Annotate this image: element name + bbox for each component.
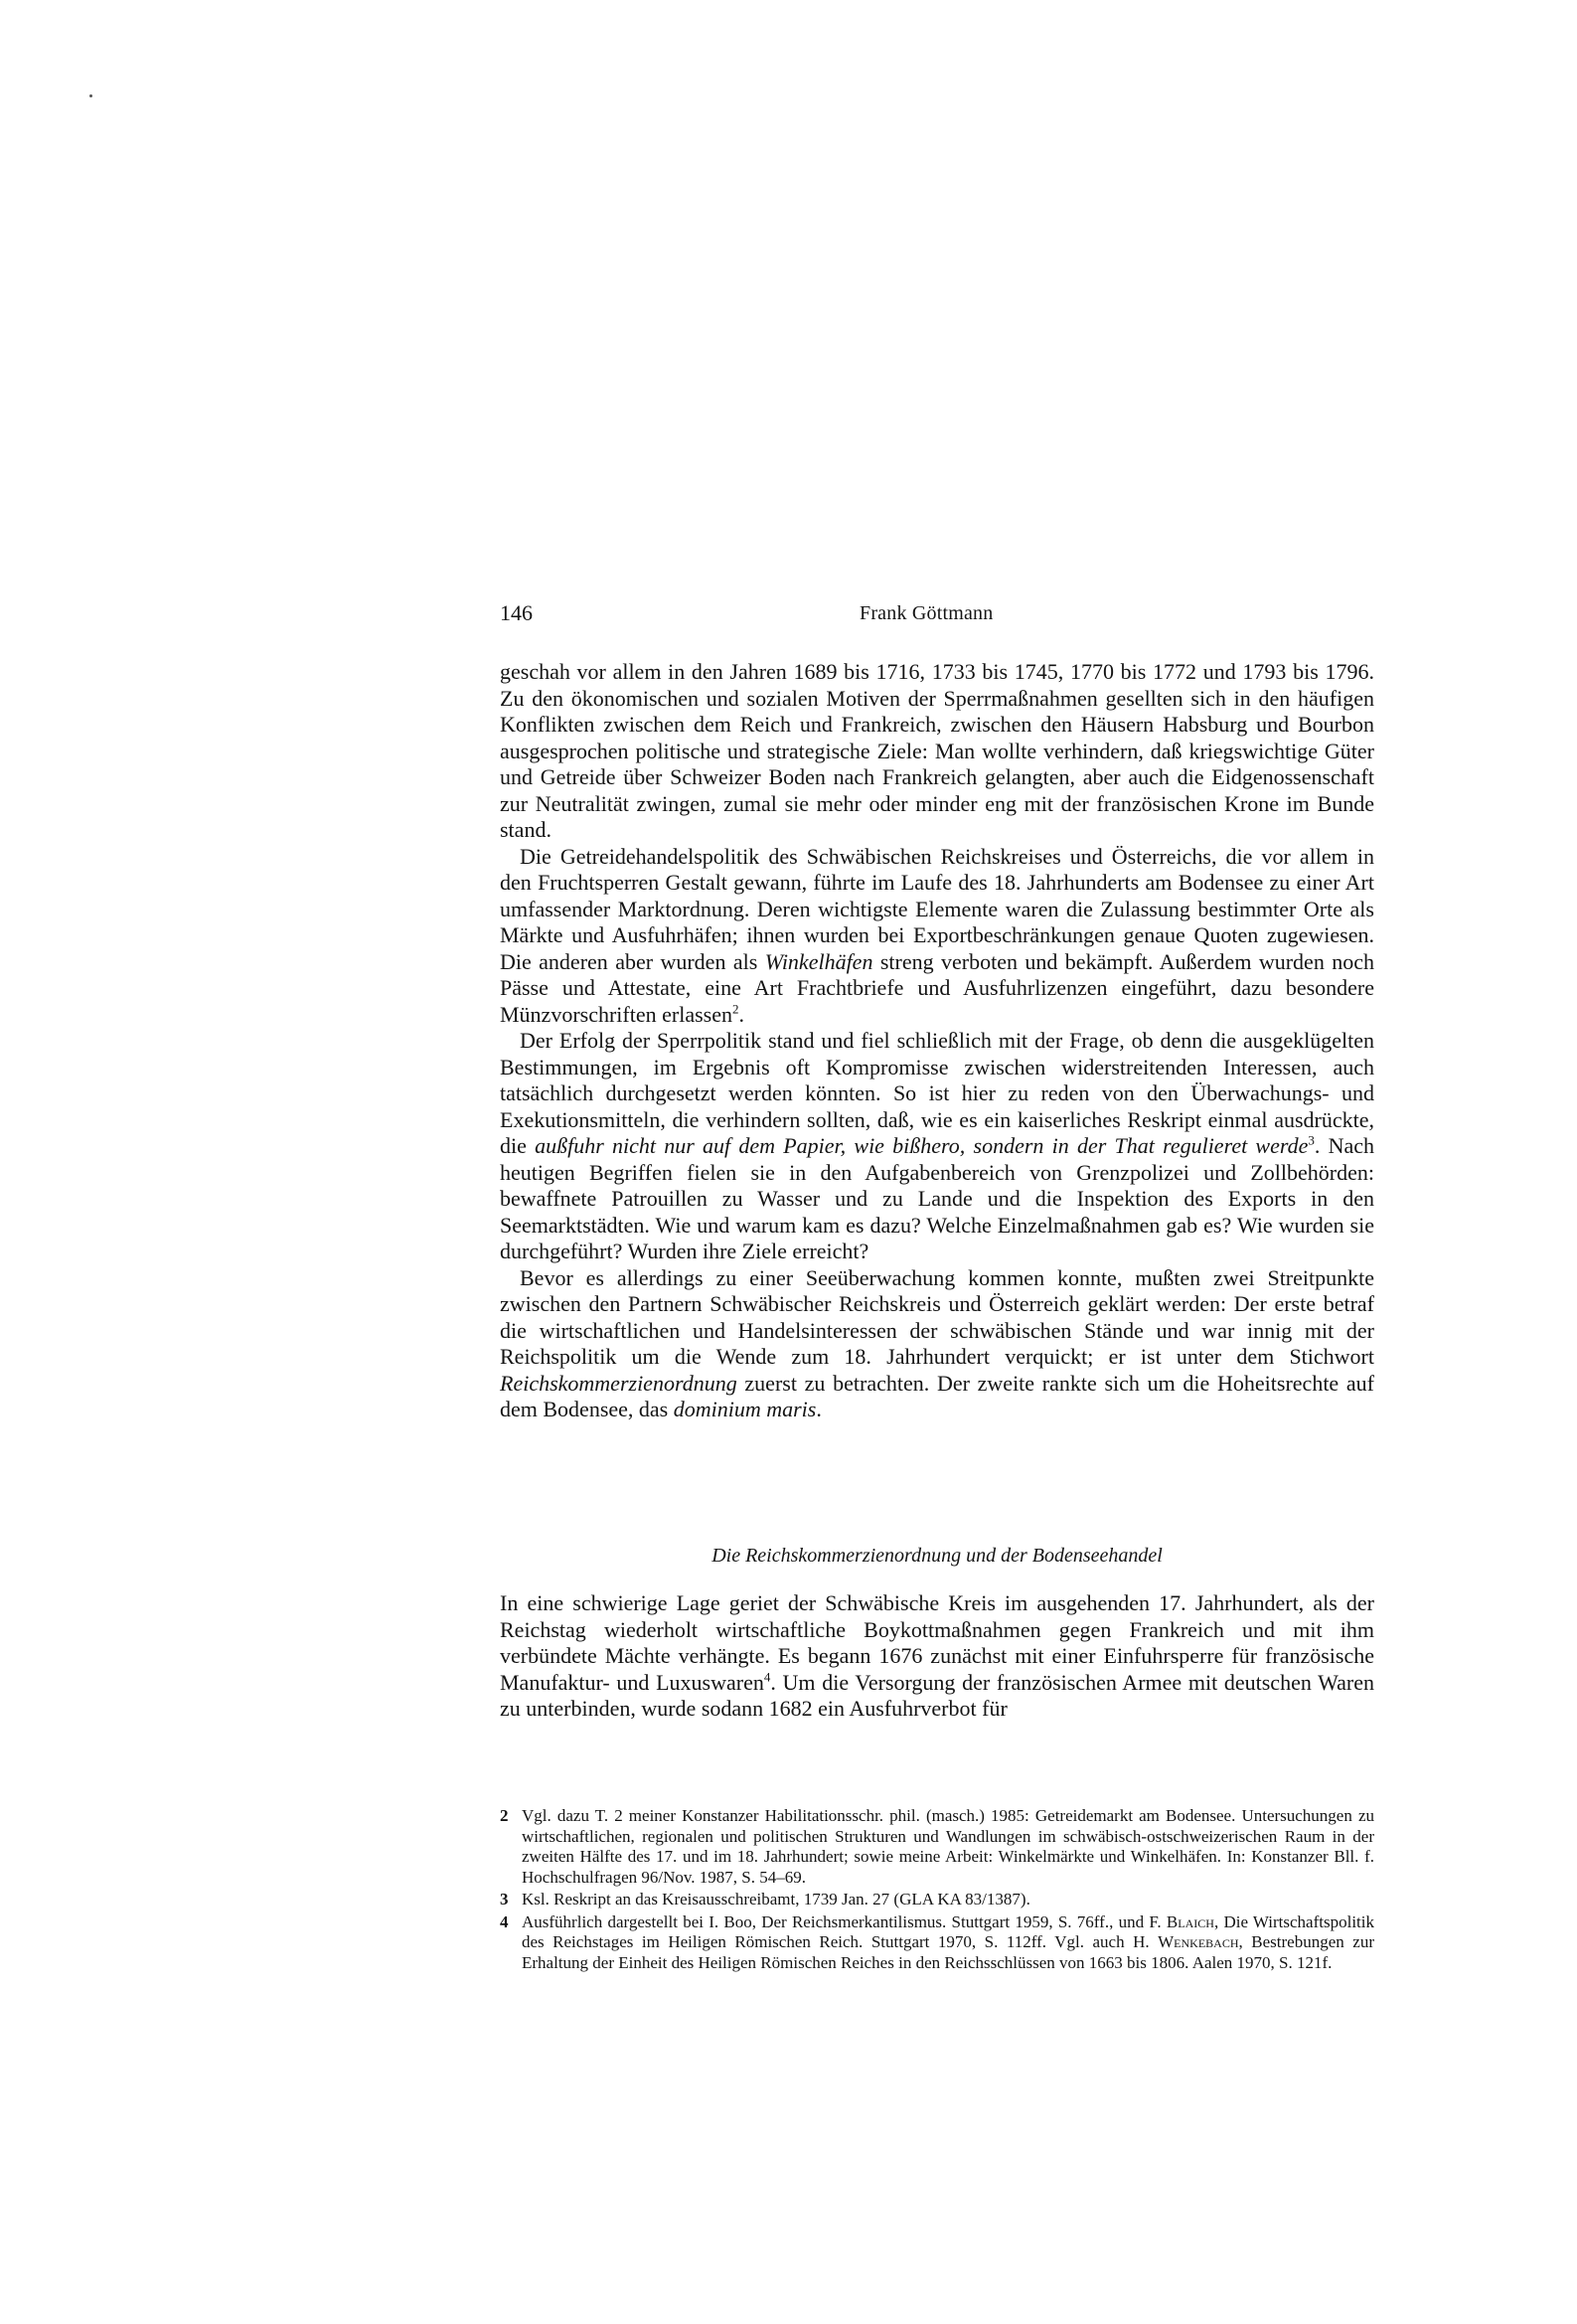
body-text-section bbox=[500, 1590, 1374, 1723]
footnote-2 bbox=[500, 1806, 1374, 1888]
footnote-number: 2 bbox=[500, 1806, 509, 1825]
footnote-ref-3[interactable]: 3 bbox=[1308, 1132, 1315, 1148]
paragraph-1: geschah vor allem in den Jahren 1689 bis 1716, 1733 bis 1745, 1770 bis 1772 und 1793 bis 1796. Zu den ökonomischen und sozialen Motiven der Sperrmaßnahmen gesellten sich in den häufigen Konflikten zwischen dem Reich und Frankreich, zwischen den Häusern Habsburg und Bourbon ausgesprochen politische und strategische Ziele: Man wollte verhindern, daß kriegswichtige Güter und Getreide über Schweizer Boden nach Frankreich gelangten, aber auch die Eidgenossenschaft zur Neutralität zwingen, zumal sie mehr oder minder eng mit der französischen Krone im Bunde stand. bbox=[500, 659, 1374, 842]
footnotes bbox=[500, 1806, 1374, 1975]
section-heading: Die Reichskommerzienordnung und der Bodenseehandel bbox=[711, 1545, 1163, 1567]
footnote-4 bbox=[500, 1912, 1374, 1974]
paragraph-4: Bevor es allerdings zu einer Seeüberwachung kommen konnte, mußten zwei Streitpunkte zwischen den Partnern Schwäbischer Reichskreis und Österreich geklärt werden: Der erste betraf die wirtschaftlichen und Handelsinteressen der schwäbischen Stände und war innig mit der Reichspolitik um die Wende zum 18. Jahrhundert verquickt; er ist unter dem Stichwort Reichskommerzienordnung zuerst zu betrachten. Der zweite rankte sich um die Hoheitsrechte auf dem Bodensee, das dominium maris. bbox=[500, 1264, 1374, 1421]
author-name: Blaich bbox=[1166, 1911, 1214, 1931]
paragraph-2: Die Getreidehandelspolitik des Schwäbischen Reichskreises und Österreichs, die vor allem in den Fruchtsperren Gestalt gewann, führte im Laufe des 18. Jahrhunderts am Bodensee zu einer Art umfassender Marktordnung. Deren wichtigste Elemente waren die Zulassung bestimmter Orte als Märkte und Ausfuhrhäfen; ihnen wurden bei Exportbeschränkungen genaue Quoten zugewiesen. Die anderen aber wurden als Winkelhäfen streng verboten und bekämpft. Außerdem wurden noch Pässe und Attestate, eine Art Frachtbriefe und Ausfuhrlizenzen eingeführt, dazu besondere Münzvorschriften erlassen$^2$. bbox=[500, 843, 1374, 1027]
footnote-text: Vgl. dazu T. 2 meiner Konstanzer Habilitationsschr. phil. (masch.) 1985: Getreidemarkt am Bodensee. Untersuchungen zu wirtschaftlichen, regionalen und politischen Strukturen und Wandlungen im schwäbisch-ostschweizerischen Raum in der zweiten Hälfte des 17. und im 18. Jahrhundert; sowie meine Arbeit: Winkelmärkte und Winkelhäfen. In: Konstanzer Bll. f. Hochschulfragen 96/Nov. 1987, S. 54–69. bbox=[522, 1806, 1374, 1887]
paragraph-5: In eine schwierige Lage geriet der Schwäbische Kreis im ausgehenden 17. Jahrhundert, als der Reichstag wiederholt wirtschaftliche Boykottmaßnahmen gegen Frankreich und mit ihm verbündete Mächte verhängte. Es begann 1676 zunächst mit einer Einfuhrsperre für französische Manufaktur- und Luxuswaren$^4$. Um die Versorgung der französischen Armee mit deutschen Waren zu unterbinden, wurde sodann 1682 ein Ausfuhrverbot für bbox=[500, 1590, 1374, 1721]
footnote-text: Ksl. Reskript an das Kreisausschreibamt, 1739 Jan. 27 (GLA KA 83/1387). bbox=[522, 1890, 1030, 1909]
term-reichskommerzienordnung: Reichskommerzienordnung bbox=[500, 1370, 737, 1396]
term-dominium-maris: dominium maris bbox=[673, 1397, 817, 1421]
footnote-number: 3 bbox=[500, 1890, 509, 1909]
footnote-number: 4 bbox=[500, 1911, 509, 1931]
term-winkelhaefen: Winkelhäfen bbox=[764, 948, 873, 974]
footnote-ref-4[interactable]: 4 bbox=[763, 1669, 771, 1685]
page-number: 146 bbox=[500, 600, 533, 625]
footnote-3 bbox=[500, 1890, 1374, 1910]
running-head-author: Frank Göttmann bbox=[860, 602, 994, 624]
page-header bbox=[500, 600, 1374, 632]
quote-reskript: außfuhr nicht nur auf dem Papier, wie bißhero, sondern in der That regulieret werde bbox=[535, 1133, 1309, 1158]
footnote-ref-2[interactable]: 2 bbox=[731, 1001, 739, 1017]
paragraph-3: Der Erfolg der Sperrpolitik stand und fiel schließlich mit der Frage, ob denn die ausgeklügelten Bestimmungen, im Ergebnis oft Kompromisse zwischen widerstreitenden Interessen, auch tatsächlich durchgesetzt werden könnten. So ist hier zu reden von den Überwachungs- und Exekutionsmitteln, die verhindern sollten, daß, wie es ein kaiserliches Reskript einmal ausdrückte, die außfuhr nicht nur auf dem Papier, wie bißhero, sondern in der That regulieret werde$^3$. Nach heutigen Begriffen fielen sie in den Aufgabenbereich von Grenzpolizei und Zollbehörden: bewaffnete Patrouillen zu Wasser und zu Lande und die Inspektion des Exports in den Seemarktstädten. Wie und warum kam es dazu? Welche Einzelmaßnahmen gab es? Wie wurden sie durchgeführt? Wurden ihre Ziele erreicht? bbox=[500, 1028, 1375, 1263]
body-text bbox=[500, 659, 1374, 1423]
scan-speck bbox=[89, 94, 92, 97]
footnote-text: Ausführlich dargestellt bei I. Boo, Der Reichsmerkantilismus. Stuttgart 1959, S. 76ff., und F. Blaich, Die Wirtschaftspolitik des Reichstages im Heiligen Römischen Reich. Stuttgart 1970, S. 112ff. Vgl. auch H. Wenkebach, Bestrebungen zur Erhaltung der Einheit des Heiligen Römischen Reiches in den Reichsschlüssen von 1663 bis 1806. Aalen 1970, S. 121f. bbox=[522, 1911, 1374, 1972]
author-name: Wenkebach bbox=[1158, 1932, 1239, 1951]
